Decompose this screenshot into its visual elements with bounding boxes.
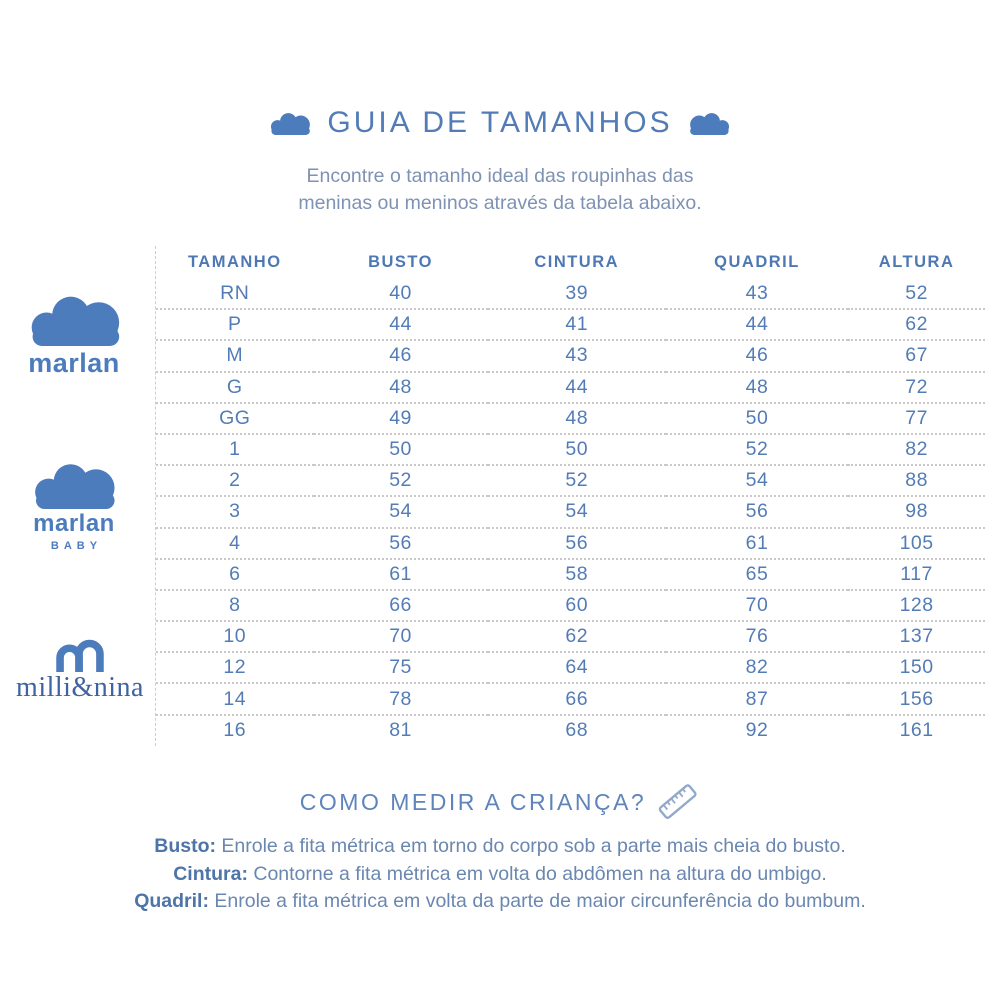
table-row xyxy=(156,309,985,340)
measurement-cell: 150 xyxy=(848,652,985,683)
measure-text: Enrole a fita métrica em torno do corpo sob a parte mais cheia do busto. xyxy=(215,835,846,857)
measurement-cell: 68 xyxy=(565,719,589,742)
measurement-cell: 87 xyxy=(666,683,848,714)
size-table xyxy=(156,246,985,746)
brand-subword: BABY xyxy=(50,540,103,552)
size-cell: 8 xyxy=(156,590,314,621)
measure-instructions xyxy=(0,833,1000,916)
table-row xyxy=(156,715,985,746)
table-row xyxy=(156,528,985,559)
measurement-cell: 49 xyxy=(314,403,488,434)
how-to-measure-row xyxy=(0,780,1000,824)
how-to-measure-title: COMO MEDIR A CRIANÇA? xyxy=(299,788,647,815)
subtitle-line-2: meninas ou meninos através da tabela abaixo. xyxy=(298,192,702,214)
measurement-cell: 67 xyxy=(848,340,985,371)
measure-label: Cintura: xyxy=(173,862,248,885)
size-cell: G xyxy=(156,372,314,403)
cloud-icon xyxy=(30,460,118,509)
measurement-cell: 92 xyxy=(745,719,769,742)
cloud-icon xyxy=(26,292,123,346)
measurement-cell: 75 xyxy=(314,652,488,683)
measurement-cell: 161 xyxy=(899,719,934,742)
page-subtitle xyxy=(0,163,1000,217)
measurement-cell: 54 xyxy=(314,496,488,527)
table-row xyxy=(156,683,985,714)
measurement-cell: 66 xyxy=(314,590,488,621)
table-row xyxy=(156,403,985,434)
measurement-cell: 117 xyxy=(848,559,985,590)
measurement-cell: 64 xyxy=(488,652,666,683)
double-m-icon xyxy=(48,634,112,672)
column-header: QUADRIL xyxy=(714,252,800,271)
brand-wordmark: marlan xyxy=(33,510,115,537)
measurement-cell: 56 xyxy=(666,496,848,527)
measurement-cell: 56 xyxy=(314,528,488,559)
measurement-cell: 52 xyxy=(848,278,985,309)
measurement-cell: 78 xyxy=(314,683,488,714)
size-table-body xyxy=(156,278,985,746)
size-cell: P xyxy=(156,309,314,340)
measurement-cell: 82 xyxy=(666,652,848,683)
column-header: TAMANHO xyxy=(187,252,282,271)
measurement-cell: 39 xyxy=(488,278,666,309)
measurement-cell: 43 xyxy=(488,340,666,371)
measure-text: Enrole a fita métrica em volta da parte de maior circunferência do bumbum. xyxy=(208,890,866,912)
measurement-cell: 61 xyxy=(314,559,488,590)
measurement-cell: 41 xyxy=(488,309,666,340)
measurement-cell: 156 xyxy=(848,683,985,714)
size-cell: 12 xyxy=(156,652,314,683)
page-title: GUIA DE TAMANHOS xyxy=(327,106,673,139)
measure-instruction xyxy=(0,833,1000,861)
column-header: CINTURA xyxy=(534,252,620,271)
size-cell: 2 xyxy=(156,465,314,496)
column-header: ALTURA xyxy=(878,252,955,271)
table-row xyxy=(156,278,985,309)
measurement-cell: 40 xyxy=(314,278,488,309)
measure-label: Busto: xyxy=(154,835,216,857)
table-row xyxy=(156,621,985,652)
measurement-cell: 48 xyxy=(488,403,666,434)
measurement-cell: 76 xyxy=(666,621,848,652)
measurement-cell: 52 xyxy=(314,465,488,496)
cloud-icon xyxy=(689,111,731,135)
size-cell: 4 xyxy=(156,528,314,559)
size-table-header-row xyxy=(156,246,985,278)
measurement-cell: 44 xyxy=(666,309,848,340)
measurement-cell: 62 xyxy=(848,309,985,340)
brand-logo-marlan xyxy=(18,292,130,377)
measurement-cell: 50 xyxy=(314,434,488,465)
measurement-cell: 46 xyxy=(314,340,488,371)
column-header: BUSTO xyxy=(368,252,434,271)
measurement-cell: 82 xyxy=(848,434,985,465)
measurement-cell: 50 xyxy=(488,434,666,465)
measurement-cell: 48 xyxy=(314,372,488,403)
table-row xyxy=(156,559,985,590)
size-cell: 14 xyxy=(156,683,314,714)
size-table-container xyxy=(155,246,985,746)
measurement-cell: 56 xyxy=(488,528,666,559)
measurement-cell: 81 xyxy=(389,719,412,742)
measurement-cell: 105 xyxy=(848,528,985,559)
subtitle-line-1: Encontre o tamanho ideal das roupinhas das xyxy=(306,165,694,187)
measurement-cell: 44 xyxy=(314,309,488,340)
measurement-cell: 77 xyxy=(848,403,985,434)
table-row xyxy=(156,652,985,683)
measure-label: Quadril: xyxy=(134,890,209,912)
brand-logo-milli-nina xyxy=(10,634,150,702)
measurement-cell: 50 xyxy=(666,403,848,434)
measurement-cell: 54 xyxy=(666,465,848,496)
measurement-cell: 128 xyxy=(848,590,985,621)
measurement-cell: 46 xyxy=(666,340,848,371)
size-cell: 3 xyxy=(156,496,314,527)
size-cell: RN xyxy=(156,278,314,309)
measurement-cell: 60 xyxy=(488,590,666,621)
measurement-cell: 66 xyxy=(488,683,666,714)
size-cell: 10 xyxy=(156,621,314,652)
ruler-icon xyxy=(656,780,700,824)
measurement-cell: 70 xyxy=(666,590,848,621)
measure-instruction xyxy=(0,888,1000,916)
table-row xyxy=(156,590,985,621)
measurement-cell: 58 xyxy=(488,559,666,590)
size-cell: 1 xyxy=(156,434,314,465)
measurement-cell: 98 xyxy=(848,496,985,527)
table-row xyxy=(156,496,985,527)
measurement-cell: 88 xyxy=(848,465,985,496)
size-cell: GG xyxy=(156,403,314,434)
brand-wordmark: milli&nina xyxy=(16,672,144,703)
measurement-cell: 70 xyxy=(314,621,488,652)
table-row xyxy=(156,340,985,371)
measurement-cell: 62 xyxy=(488,621,666,652)
table-row xyxy=(156,372,985,403)
measure-instruction xyxy=(0,861,1000,889)
measurement-cell: 44 xyxy=(488,372,666,403)
measure-text: Contorne a fita métrica em volta do abdômen na altura do umbigo. xyxy=(247,862,827,885)
measurement-cell: 65 xyxy=(666,559,848,590)
measurement-cell: 137 xyxy=(848,621,985,652)
brand-logo-marlan-baby xyxy=(22,460,126,552)
measurement-cell: 52 xyxy=(666,434,848,465)
measurement-cell: 61 xyxy=(666,528,848,559)
table-row xyxy=(156,465,985,496)
size-cell: 6 xyxy=(156,559,314,590)
table-row xyxy=(156,434,985,465)
measurement-cell: 43 xyxy=(666,278,848,309)
cloud-icon xyxy=(269,111,311,135)
brand-wordmark: marlan xyxy=(28,348,120,378)
measurement-cell: 54 xyxy=(488,496,666,527)
measurement-cell: 72 xyxy=(848,372,985,403)
page-title-row xyxy=(0,106,1000,140)
measurement-cell: 52 xyxy=(488,465,666,496)
size-cell: 16 xyxy=(223,719,247,742)
measurement-cell: 48 xyxy=(666,372,848,403)
size-cell: M xyxy=(156,340,314,371)
